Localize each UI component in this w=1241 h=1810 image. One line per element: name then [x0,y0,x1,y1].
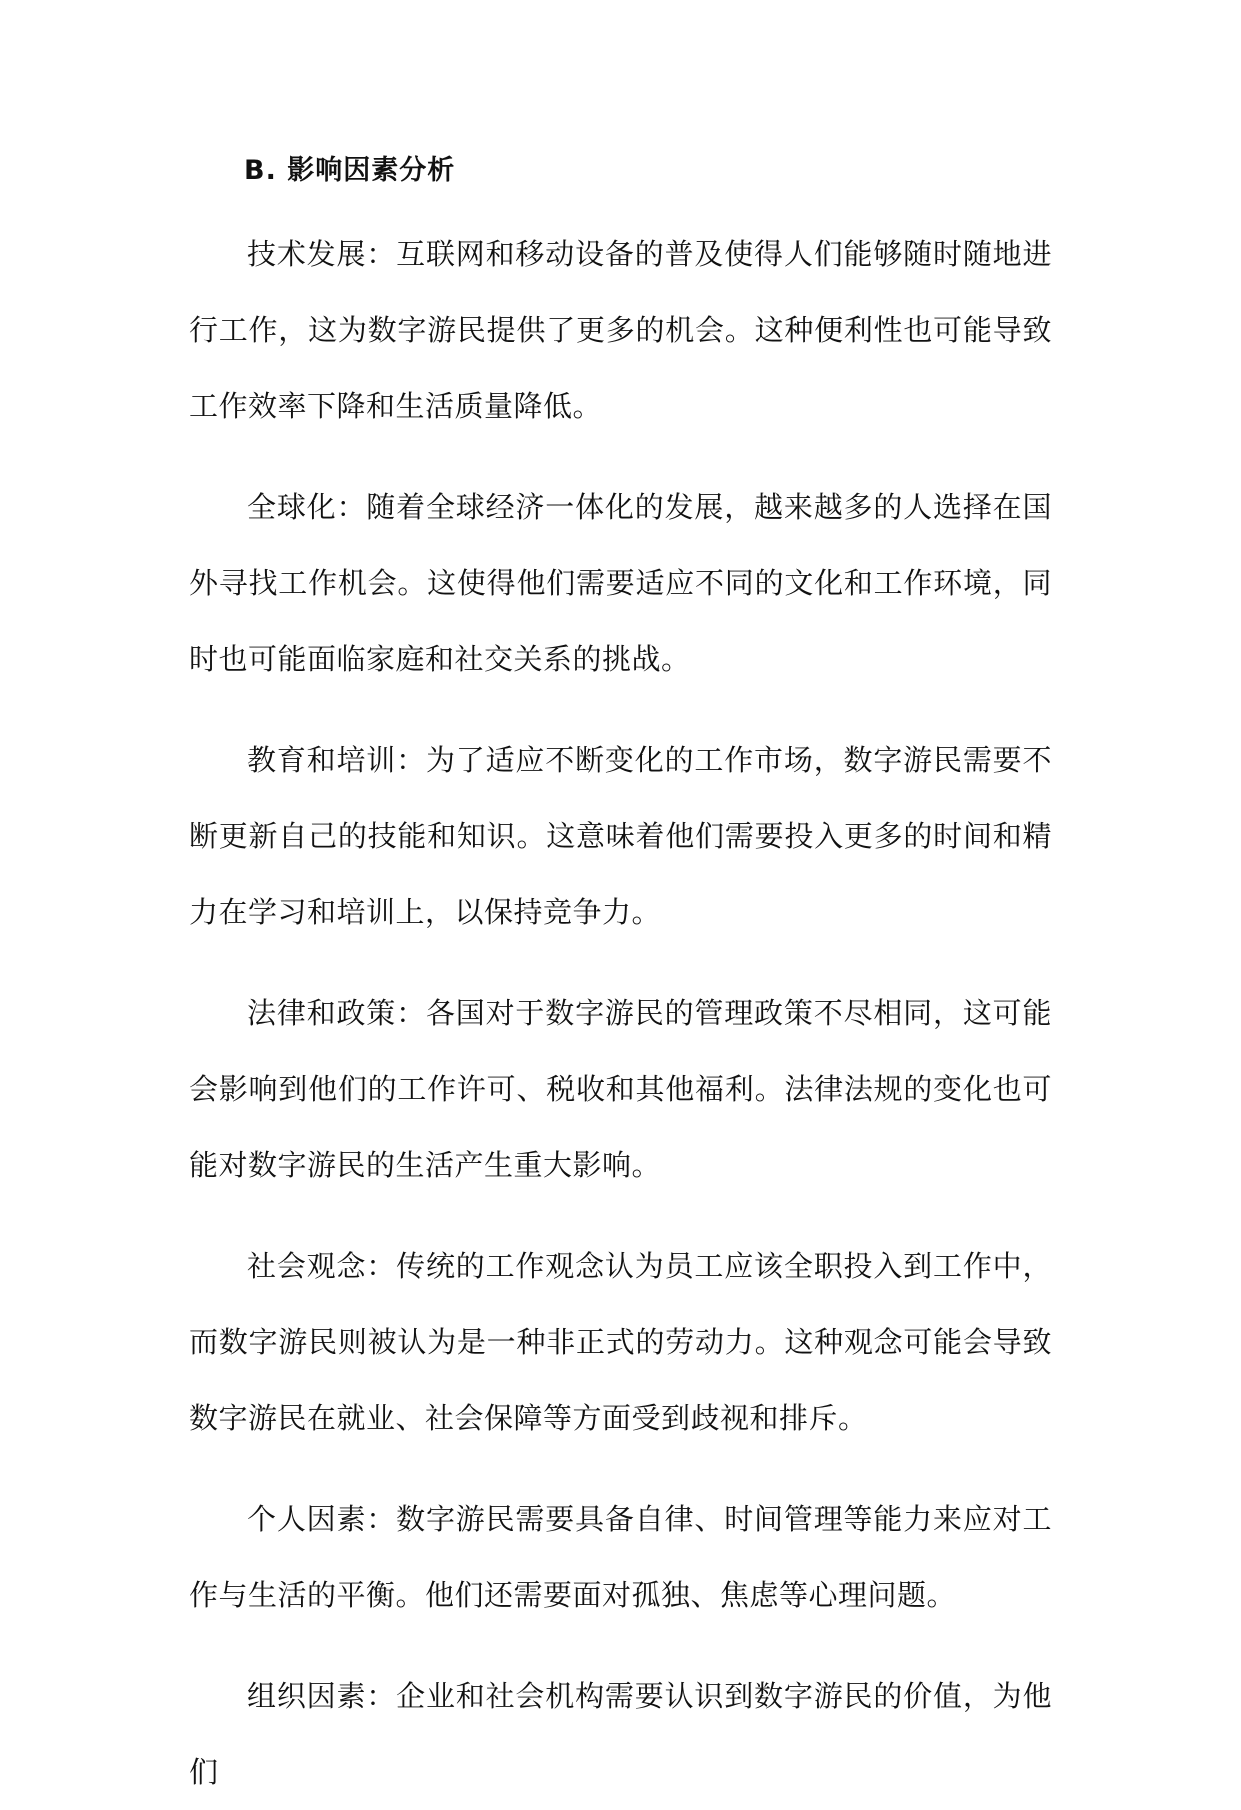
paragraph-personal-factors: 个人因素：数字游民需要具备自律、时间管理等能力来应对工作与生活的平衡。他们还需要面对孤独、焦虑等心理问题。 [189,1502,1052,1612]
paragraph-social-views: 社会观念：传统的工作观念认为员工应该全职投入到工作中，而数字游民则被认为是一种非正式的劳动力。这种观念可能会导致数字游民在就业、社会保障等方面受到歧视和排斥。 [189,1249,1052,1435]
paragraph-law-policy: 法律和政策：各国对于数字游民的管理政策不尽相同，这可能会影响到他们的工作许可、税收和其他福利。法律法规的变化也可能对数字游民的生活产生重大影响。 [189,996,1052,1182]
paragraph-education: 教育和培训：为了适应不断变化的工作市场，数字游民需要不断更新自己的技能和知识。这意味着他们需要投入更多的时间和精力在学习和培训上，以保持竞争力。 [189,743,1052,929]
paragraph-organizational-factors: 组织因素：企业和社会机构需要认识到数字游民的价值，为他们 [189,1679,1052,1789]
document-body [189,146,1052,1810]
section-heading: B. 影响因素分析 [244,155,456,186]
paragraph-globalization: 全球化：随着全球经济一体化的发展，越来越多的人选择在国外寻找工作机会。这使得他们需要适应不同的文化和工作环境，同时也可能面临家庭和社交关系的挑战。 [189,490,1052,676]
paragraph-technology: 技术发展：互联网和移动设备的普及使得人们能够随时随地进行工作，这为数字游民提供了更多的机会。这种便利性也可能导致工作效率下降和生活质量降低。 [189,237,1052,423]
